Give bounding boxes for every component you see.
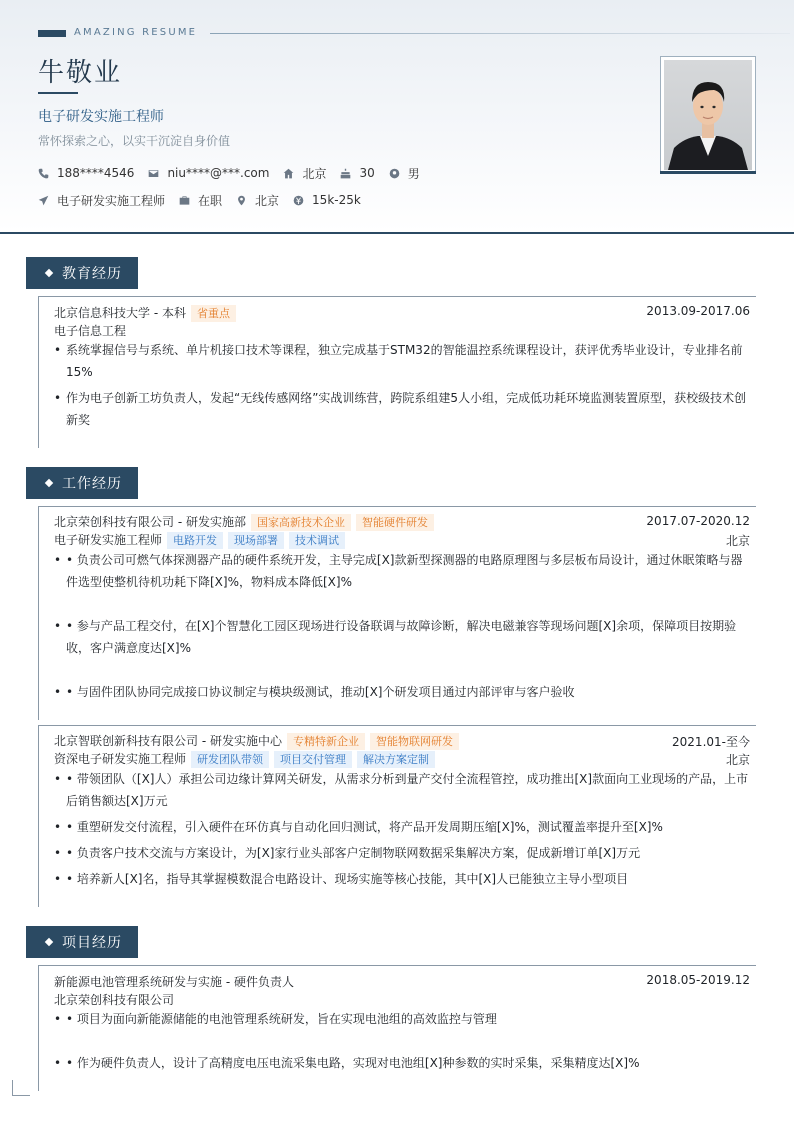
candidate-title: 电子研发实施工程师 bbox=[38, 109, 164, 125]
diamond-icon bbox=[45, 479, 53, 487]
work-rail-2 bbox=[38, 725, 39, 907]
tagline-bar bbox=[38, 30, 66, 37]
work-1-bullet: • • 负责公司可燃气体探测器产品的硬件系统开发，主导完成[X]款新型探测器的电路原理图与多层板布局设计，通过休眠策略与器件选型使整机待机功耗下降[X]%，物料成本降低[X]% bbox=[54, 549, 750, 593]
education-school bbox=[54, 304, 236, 322]
email-text: niu****@***.com bbox=[167, 166, 270, 180]
work-rail-1 bbox=[38, 506, 39, 720]
education-bullet-text: 作为电子创新工坊负责人，发起“无线传感网络”实战训练营，跨院系组建5人小组，完成低功耗环境监测装置原型，获校级技术创新奖 bbox=[66, 391, 747, 427]
education-bullet: • 系统掌握信号与系统、单片机接口技术等课程，独立完成基于STM32的智能温控系统课程设计，获评优秀毕业设计，专业排名前15% bbox=[54, 339, 750, 383]
school-name: 北京信息科技大学 - 本科 bbox=[54, 306, 186, 320]
section-education-title: 教育经历 bbox=[62, 266, 122, 282]
gender-icon bbox=[389, 168, 400, 179]
candidate-motto: 常怀探索之心，以实干沉淀自身价值 bbox=[38, 134, 231, 148]
project-bullet-text: • 项目为面向新能源储能的电池管理系统研发，旨在实现电池组的高效监控与管理 bbox=[66, 1012, 497, 1026]
work-2-company: 北京智联创新科技有限公司 - 研发实施中心 bbox=[54, 734, 282, 748]
contact-info-row bbox=[38, 165, 434, 181]
home-icon bbox=[283, 168, 294, 179]
project-divider bbox=[38, 965, 756, 966]
education-rail bbox=[38, 296, 39, 448]
diamond-icon bbox=[45, 938, 53, 946]
work-2-bullet: • • 负责客户技术交流与方案设计，为[X]家行业头部客户定制物联网数据采集解决方案，促成新增订单[X]万元 bbox=[54, 842, 750, 864]
target-city-text: 北京 bbox=[255, 193, 280, 208]
work-1-role: 电子研发实施工程师 bbox=[54, 533, 163, 547]
work-2-role: 资深电子研发实施工程师 bbox=[54, 752, 187, 766]
work-divider-2 bbox=[38, 725, 756, 726]
project-name: 新能源电池管理系统研发与实施 - 硬件负责人 bbox=[54, 975, 294, 989]
corner-mark bbox=[12, 1095, 30, 1096]
work-1-company-row bbox=[54, 513, 434, 531]
age-text: 30 bbox=[359, 166, 375, 180]
section-work-heading bbox=[26, 467, 138, 499]
work-bullet-text: • 参与产品工程交付，在[X]个智慧化工园区现场进行设备联调与故障诊断，解决电磁兼容等现场问题[X]余项，保障项目按期验收，客户满意度达[X]% bbox=[66, 619, 737, 655]
work-2-company-row bbox=[54, 732, 459, 750]
education-major: 电子信息工程 bbox=[54, 324, 127, 338]
work-2-bullet: • • 带领团队（[X]人）承担公司边缘计算网关研发，从需求分析到量产交付全流程管控，成功推出[X]款面向工业现场的产品，上市后销售额达[X]万元 bbox=[54, 768, 750, 812]
company-badge: 智能硬件研发 bbox=[356, 514, 434, 531]
mail-icon bbox=[148, 168, 159, 179]
work-bullet-text: • 重塑研发交付流程，引入硬件在环仿真与自动化回归测试，将产品开发周期压缩[X]%，测试覆盖率提升至[X]% bbox=[66, 820, 663, 834]
target-position-text: 电子研发实施工程师 bbox=[57, 193, 166, 208]
tagline-row bbox=[38, 28, 758, 40]
company-badge: 国家高新技术企业 bbox=[251, 514, 351, 531]
gender-text: 男 bbox=[407, 166, 420, 181]
profile-photo bbox=[664, 60, 752, 170]
phone-item bbox=[38, 166, 134, 180]
skill-tag: 研发团队带领 bbox=[191, 751, 269, 768]
work-bullet-text: • 培养新人[X]名，指导其掌握模数混合电路设计、现场实施等核心技能，其中[X]人已能独立主导小型项目 bbox=[66, 872, 629, 886]
work-1-bullet: • • 与固件团队协同完成接口协议制定与模块级测试，推动[X]个研发项目通过内部评审与客户验收 bbox=[54, 681, 750, 703]
section-education-heading bbox=[26, 257, 138, 289]
project-bullet: • • 作为硬件负责人，设计了高精度电压电流采集电路，实现对电池组[X]种参数的实时采集，采集精度达[X]% bbox=[54, 1052, 750, 1074]
work-bullet-text: • 与固件团队协同完成接口协议制定与模块级测试，推动[X]个研发项目通过内部评审与客户验收 bbox=[66, 685, 575, 699]
photo-accent-bar bbox=[660, 171, 756, 174]
candidate-name: 牛敬业 bbox=[38, 58, 123, 88]
status-item bbox=[179, 192, 222, 209]
education-bullet-text: 系统掌握信号与系统、单片机接口技术等课程，独立完成基于STM32的智能温控系统课程设计，获评优秀毕业设计，专业排名前15% bbox=[66, 343, 743, 379]
section-work-title: 工作经历 bbox=[62, 476, 122, 492]
work-bullet-text: • 负责公司可燃气体探测器产品的硬件系统开发，主导完成[X]款新型探测器的电路原理图与多层板布局设计，通过休眠策略与器件选型使整机待机功耗下降[X]%，物料成本降低[X]% bbox=[66, 553, 743, 589]
email-item bbox=[148, 166, 269, 180]
work-bullet-text: • 负责客户技术交流与方案设计，为[X]家行业头部客户定制物联网数据采集解决方案，促成新增订单[X]万元 bbox=[66, 846, 641, 860]
work-1-role-row bbox=[54, 531, 345, 549]
project-bullet-text: • 作为硬件负责人，设计了高精度电压电流采集电路，实现对电池组[X]种参数的实时采集，采集精度达[X]% bbox=[66, 1056, 640, 1070]
profile-photo-frame bbox=[660, 56, 756, 174]
education-bullet: • 作为电子创新工坊负责人，发起“无线传感网络”实战训练营，跨院系组建5人小组，完成低功耗环境监测装置原型，获校级技术创新奖 bbox=[54, 387, 750, 431]
work-1-city: 北京 bbox=[725, 534, 750, 548]
work-1-bullet: • • 参与产品工程交付，在[X]个智慧化工园区现场进行设备联调与故障诊断，解决电磁兼容等现场问题[X]余项，保障项目按期验收，客户满意度达[X]% bbox=[54, 615, 750, 659]
company-badge: 智能物联网研发 bbox=[370, 733, 459, 750]
age-item bbox=[340, 166, 374, 180]
skill-tag: 现场部署 bbox=[228, 532, 284, 549]
job-info-row bbox=[38, 192, 375, 208]
status-text: 在职 bbox=[198, 193, 223, 208]
work-2-period: 2021.01-至今 bbox=[672, 735, 750, 749]
work-1-company: 北京荣创科技有限公司 - 研发实施部 bbox=[54, 515, 246, 529]
work-2-bullet: • • 重塑研发交付流程，引入硬件在环仿真与自动化回归测试，将产品开发周期压缩[X]%，测试覆盖率提升至[X]% bbox=[54, 816, 750, 838]
cake-icon bbox=[340, 168, 351, 179]
city-item bbox=[283, 165, 326, 182]
tagline-text: AMAZING RESUME bbox=[74, 27, 198, 38]
section-project-title: 项目经历 bbox=[62, 935, 122, 951]
location-pin-icon bbox=[236, 195, 247, 206]
person-portrait bbox=[664, 60, 752, 170]
target-position-item bbox=[38, 192, 165, 209]
project-rail bbox=[38, 965, 39, 1091]
salary-item bbox=[293, 193, 361, 207]
project-bullet: • • 项目为面向新能源储能的电池管理系统研发，旨在实现电池组的高效监控与管理 bbox=[54, 1008, 750, 1030]
skill-tag: 解决方案定制 bbox=[357, 751, 435, 768]
section-project-heading bbox=[26, 926, 138, 958]
skill-tag: 项目交付管理 bbox=[274, 751, 352, 768]
city-text: 北京 bbox=[302, 166, 327, 181]
tagline-divider bbox=[210, 33, 790, 34]
project-company: 北京荣创科技有限公司 bbox=[54, 993, 175, 1007]
project-period: 2018.05-2019.12 bbox=[646, 973, 750, 987]
work-1-period: 2017.07-2020.12 bbox=[646, 514, 750, 528]
work-bullet-text: • 带领团队（[X]人）承担公司边缘计算网关研发，从需求分析到量产交付全流程管控，成功推出[X]款面向工业现场的产品，上市后销售额达[X]万元 bbox=[66, 772, 749, 808]
phone-icon bbox=[38, 168, 49, 179]
gender-item bbox=[389, 165, 420, 182]
salary-icon bbox=[293, 195, 304, 206]
briefcase-icon bbox=[179, 195, 190, 206]
name-underline bbox=[38, 92, 78, 94]
skill-tag: 电路开发 bbox=[167, 532, 223, 549]
work-2-role-row bbox=[54, 750, 435, 768]
education-divider bbox=[38, 296, 756, 297]
work-2-bullet: • • 培养新人[X]名，指导其掌握模数混合电路设计、现场实施等核心技能，其中[X]人已能独立主导小型项目 bbox=[54, 868, 750, 890]
phone-text: 188****4546 bbox=[57, 166, 135, 180]
work-2-city: 北京 bbox=[725, 753, 750, 767]
send-icon bbox=[38, 195, 49, 206]
corner-mark bbox=[12, 1080, 13, 1096]
company-badge: 专精特新企业 bbox=[287, 733, 365, 750]
skill-tag: 技术调试 bbox=[289, 532, 345, 549]
salary-text: 15k-25k bbox=[312, 193, 361, 207]
work-divider bbox=[38, 506, 756, 507]
education-period: 2013.09-2017.06 bbox=[646, 304, 750, 318]
target-city-item bbox=[236, 192, 279, 209]
school-badge: 省重点 bbox=[191, 305, 236, 322]
diamond-icon bbox=[45, 269, 53, 277]
